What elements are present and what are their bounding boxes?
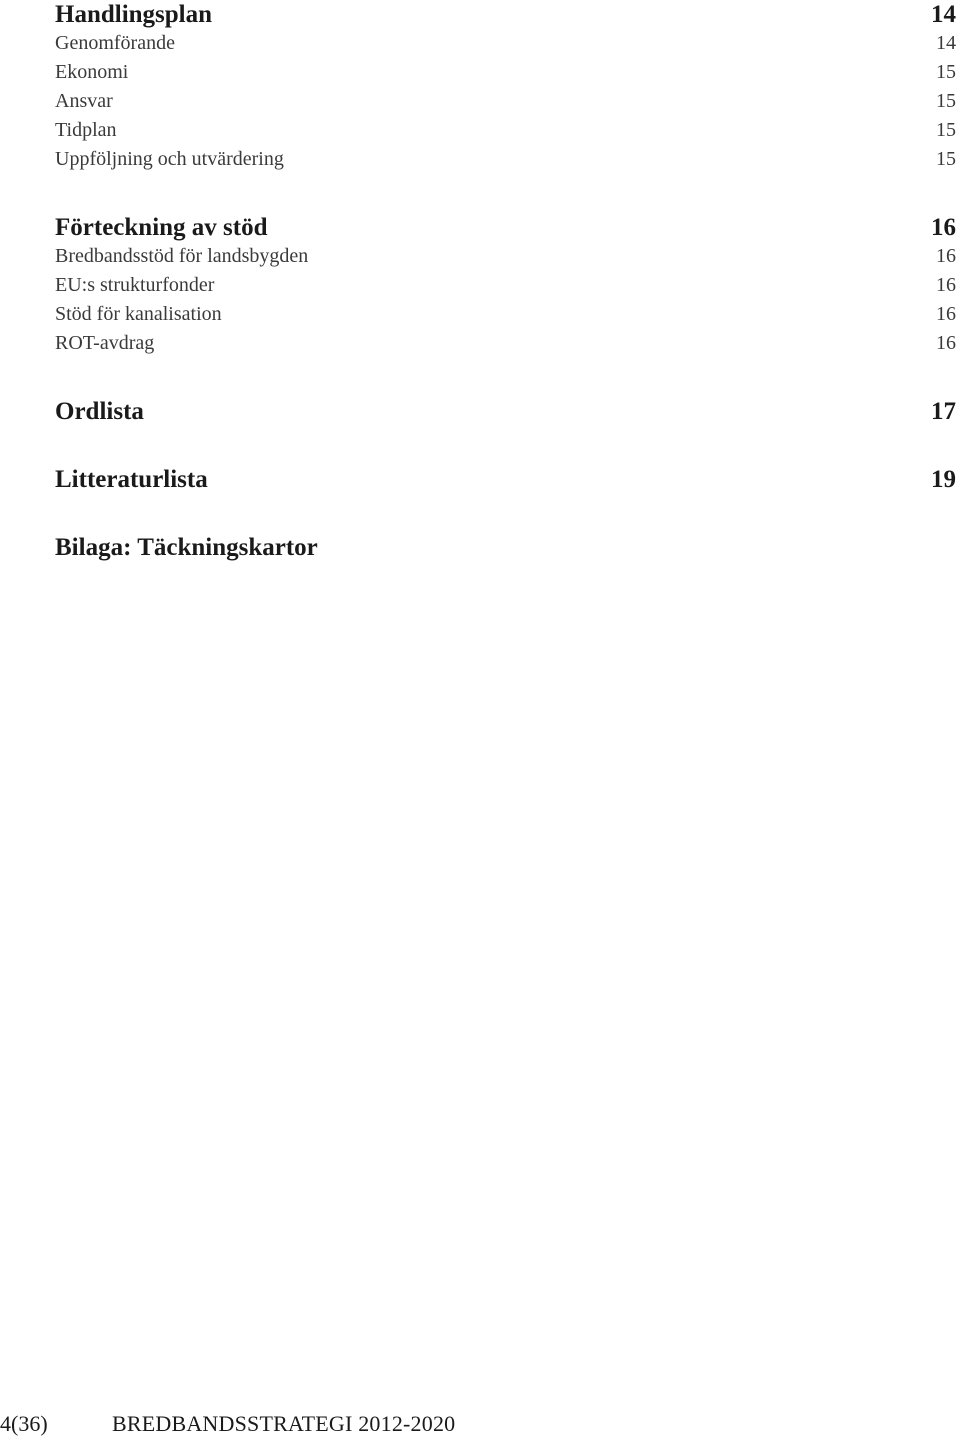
section-spacer [55, 494, 956, 533]
toc-heading[interactable] [55, 0, 956, 29]
toc-entry-page: 15 [936, 148, 956, 170]
toc-heading-title: Ordlista [55, 398, 144, 425]
toc-heading[interactable] [55, 533, 956, 562]
toc-entry-title: ROT-avdrag [55, 332, 155, 354]
toc-entry-title: Ansvar [55, 90, 113, 112]
toc-entry-title: Stöd för kanalisation [55, 303, 222, 325]
section-spacer [55, 358, 956, 397]
section-spacer [55, 174, 956, 213]
footer-page-number: 4(36) [0, 1411, 48, 1436]
toc-entry-page: 14 [936, 32, 956, 54]
toc-heading-title: Bilaga: Täckningskartor [55, 534, 318, 561]
toc-entry-title: Ekonomi [55, 61, 129, 83]
toc-entry-title: Genomförande [55, 32, 175, 54]
toc-heading-page: 17 [931, 398, 956, 425]
toc-entry[interactable] [55, 329, 956, 358]
toc-entry-title: Tidplan [55, 119, 117, 141]
toc-entry-page: 16 [936, 245, 956, 267]
toc-entry-page: 15 [936, 119, 956, 141]
toc-heading-title: Litteraturlista [55, 466, 208, 493]
table-of-contents [55, 0, 956, 562]
toc-entry-title: Bredbandsstöd för landsbygden [55, 245, 309, 267]
toc-entry-page: 16 [936, 274, 956, 296]
toc-heading[interactable] [55, 213, 956, 242]
toc-heading[interactable] [55, 465, 956, 494]
toc-entry[interactable] [55, 116, 956, 145]
toc-entry[interactable] [55, 29, 956, 58]
toc-entry-page: 16 [936, 303, 956, 325]
toc-heading-page: 14 [931, 1, 956, 28]
toc-heading-page: 19 [931, 466, 956, 493]
toc-entry-title: EU:s strukturfonder [55, 274, 215, 296]
toc-entry[interactable] [55, 300, 956, 329]
toc-entry[interactable] [55, 145, 956, 174]
toc-entry[interactable] [55, 271, 956, 300]
toc-entry[interactable] [55, 87, 956, 116]
toc-heading-page: 16 [931, 214, 956, 241]
toc-heading[interactable] [55, 397, 956, 426]
toc-heading-title: Handlingsplan [55, 1, 213, 28]
toc-entry[interactable] [55, 242, 956, 271]
toc-entry-page: 16 [936, 332, 956, 354]
toc-entry-page: 15 [936, 90, 956, 112]
section-spacer [55, 426, 956, 465]
footer-document-title: BREDBANDSSTRATEGI 2012-2020 [112, 1411, 456, 1436]
toc-entry-page: 15 [936, 61, 956, 83]
toc-heading-title: Förteckning av stöd [55, 214, 268, 241]
toc-entry-title: Uppföljning och utvärdering [55, 148, 284, 170]
toc-entry[interactable] [55, 58, 956, 87]
